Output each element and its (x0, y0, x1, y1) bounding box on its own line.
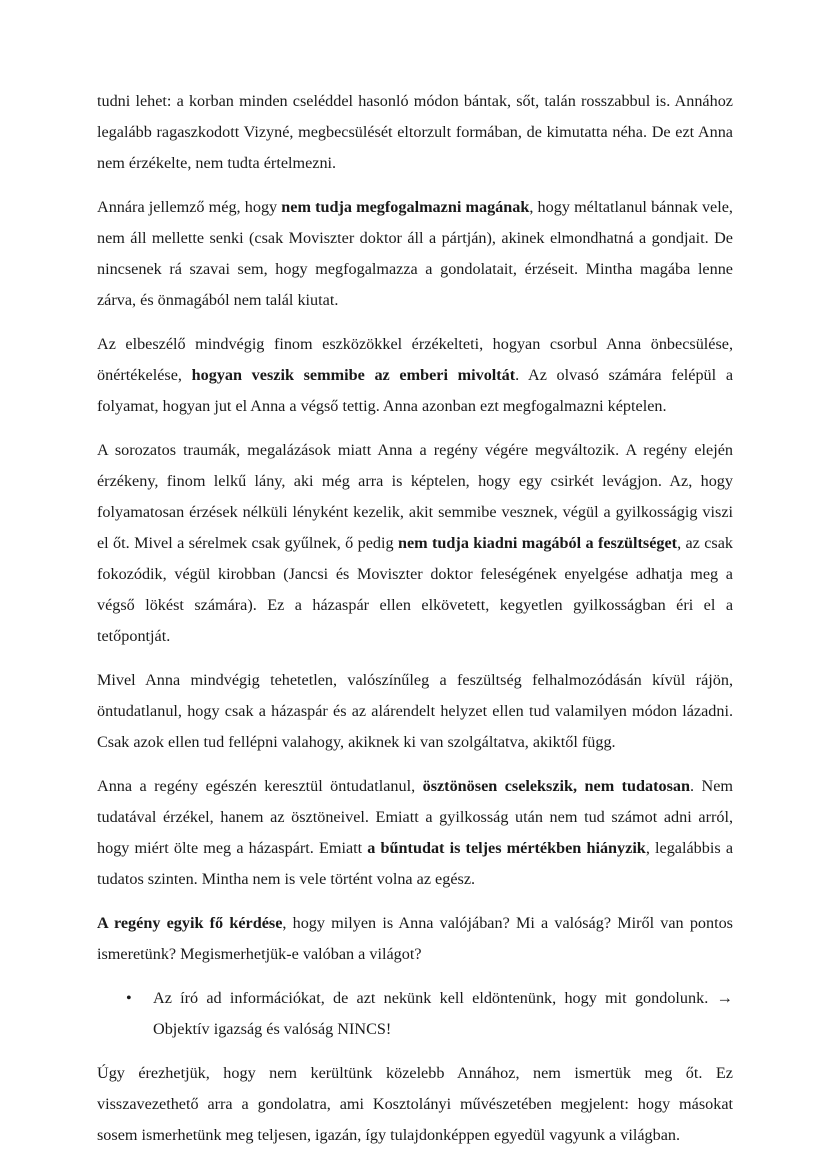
paragraph-5 (97, 665, 733, 758)
emphasis-text: nem tudja kiadni magából a feszültséget (397, 534, 678, 552)
bullet-item-1 (97, 983, 733, 1045)
body-text: Mivel Anna mindvégig tehetetlen, valószínűleg a feszültség felhalmozódásán kívül rájön, öntudatlanul, hogy csak a házaspár és az alárendelt helyzet ellen tud valamilyen módon lázadni. Csak azok ellen tud fellépni valahogy, akiknek ki van szolgáltatva, akiktől függ. (97, 671, 733, 751)
emphasis-text: A regény egyik fő kérdése (97, 914, 283, 932)
emphasis-text: ösztönösen cselekszik, nem tudatosan (422, 777, 691, 795)
paragraph-7 (97, 908, 733, 970)
body-text: Az író ad információkat, de azt nekünk kell eldöntenünk, hogy mit gondolunk. (153, 989, 717, 1007)
paragraph-2 (97, 192, 733, 316)
emphasis-text: hogyan veszik semmibe az emberi mivoltát (191, 366, 516, 384)
body-text: , az csak fokozódik, végül kirobban (Jancsi és Moviszter doktor feleségének enyelgése adhatja meg a végső lökést számára). Ez a házaspár ellen elkövetett, kegyetlen gyilkosságban éri el a tetőpontját. (97, 534, 733, 645)
body-text: tudni lehet: a korban minden cseléddel hasonló módon bántak, sőt, talán rosszabbul is. Annához legalább ragaszkodott Vizyné, megbecsülését eltorzult formában, de kimutatta néha. De ezt Anna nem érzékelte, nem tudta értelmezni. (97, 92, 733, 172)
body-text: Anna a regény egészén keresztül öntudatlanul, (97, 777, 423, 795)
body-text: , hogy méltatlanul bánnak vele, nem áll mellette senki (csak Moviszter doktor áll a pártján), akinek elmondhatná a gondjait. De nincsenek rá szavai sem, hogy megfogalmazza a gondolatait, érzéseit. Mintha magába lenne zárva, és önmagából nem talál kiutat. (97, 198, 733, 309)
body-text: Objektív igazság és valóság NINCS! (153, 1020, 392, 1038)
body-text: . Nem tudatával érzékel, hanem az ösztöneivel. Emiatt a gyilkosság után nem tud számot adni arról, hogy miért ölte meg a házaspárt. Emiatt (97, 777, 733, 857)
body-text: Annára jellemző még, hogy (97, 198, 282, 216)
body-text: , legalábbis a tudatos szinten. Mintha nem is vele történt volna az egész. (97, 839, 734, 888)
paragraph-8 (97, 1058, 733, 1151)
paragraph-6 (97, 771, 733, 895)
bullet-point-icon: • (126, 989, 132, 1007)
body-text: Az elbeszélő mindvégig finom eszközökkel érzékelteti, hogyan csorbul Anna önbecsülése, önértékelése, (97, 335, 733, 384)
emphasis-text: a bűntudat is teljes mértékben hiányzik (367, 839, 646, 857)
paragraph-3 (97, 329, 733, 422)
body-text: . Az olvasó számára felépül a folyamat, hogyan jut el Anna a végső tettig. Anna azonban ezt megfogalmazni képtelen. (97, 366, 734, 415)
arrow-right-icon: → (716, 989, 733, 1007)
bullet-list (97, 983, 733, 1045)
emphasis-text: nem tudja megfogalmazni magának (281, 198, 530, 216)
body-text: Úgy érezhetjük, hogy nem kerültünk közelebb Annához, nem ismertük meg őt. Ez visszavezethető arra a gondolatra, ami Kosztolányi művészetében megjelent: hogy másokat sosem ismerhetünk meg teljesen, igazán, így tulajdonképpen egyedül vagyunk a világban. (97, 1064, 733, 1144)
body-text: A sorozatos traumák, megalázások miatt Anna a regény végére megváltozik. A regény elején érzékeny, finom lelkű lány, aki még arra is képtelen, hogy egy csirkét levágjon. Az, hogy folyamatosan érzések nélküli lényként kezelik, akit semmibe vesznek, végül a gyilkosságig viszi el őt. Mivel a sérelmek csak gyűlnek, ő pedig (97, 441, 733, 552)
paragraph-4 (97, 435, 733, 652)
body-text: , hogy milyen is Anna valójában? Mi a valóság? Miről van pontos ismeretünk? Megismerhetjük-e valóban a világot? (97, 914, 733, 963)
paragraph-1 (97, 86, 733, 179)
document-body (97, 86, 733, 1151)
